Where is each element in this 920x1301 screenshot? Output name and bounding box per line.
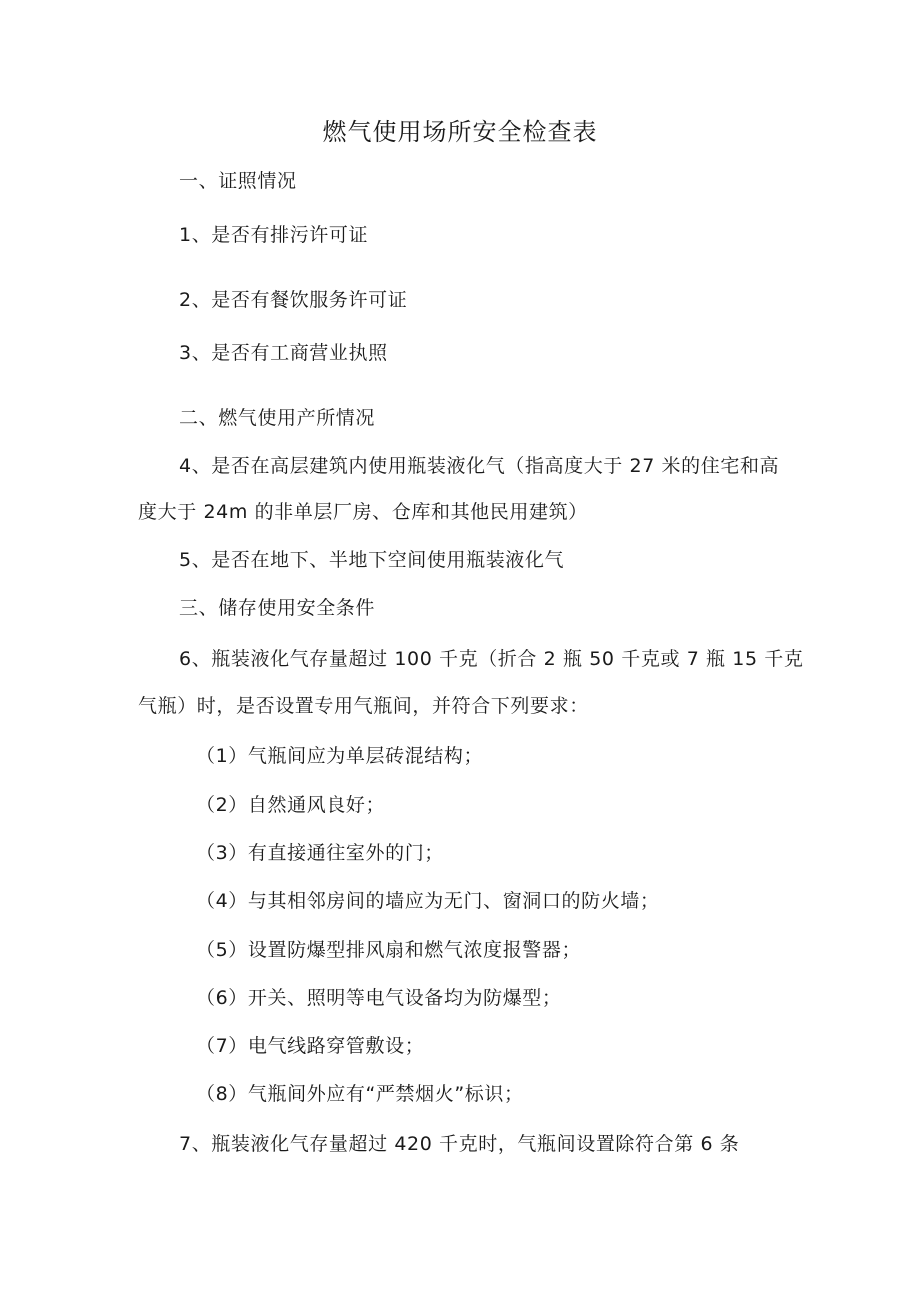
- document-title: 燃气使用场所安全检查表: [322, 118, 598, 146]
- section-heading-storage-safety: 三、储存使用安全条件: [179, 597, 376, 619]
- item-5-underground-use: 5、是否在地下、半地下空间使用瓶装液化气: [179, 549, 565, 571]
- item-6-line-2: 气瓶）时，是否设置专用气瓶间，并符合下列要求：: [138, 695, 589, 717]
- sub-item-1: （1）气瓶间应为单层砖混结构；: [196, 745, 484, 767]
- sub-item-3: （3）有直接通往室外的门；: [196, 842, 444, 864]
- sub-item-5: （5）设置防爆型排风扇和燃气浓度报警器；: [196, 939, 582, 961]
- sub-item-8: （8）气瓶间外应有“严禁烟火”标识；: [196, 1083, 524, 1105]
- item-3-business-license: 3、是否有工商营业执照: [179, 342, 388, 364]
- item-7-line-1: 7、瓶装液化气存量超过 420 千克时，气瓶间设置除符合第 6 条: [179, 1133, 740, 1155]
- section-heading-gas-usage-premises: 二、燃气使用产所情况: [179, 407, 376, 429]
- sub-item-2: （2）自然通风良好；: [196, 794, 386, 816]
- item-4-line-2: 度大于 24m 的非单层厂房、仓库和其他民用建筑）: [138, 501, 588, 523]
- item-1-discharge-permit: 1、是否有排污许可证: [179, 224, 369, 246]
- sub-item-4: （4）与其相邻房间的墙应为无门、窗洞口的防火墙；: [196, 890, 660, 912]
- sub-item-7: （7）电气线路穿管敷设；: [196, 1035, 425, 1057]
- item-2-catering-permit: 2、是否有餐饮服务许可证: [179, 289, 408, 311]
- item-6-line-1: 6、瓶装液化气存量超过 100 千克（折合 2 瓶 50 千克或 7 瓶 15 千克: [179, 648, 804, 670]
- section-heading-licenses: 一、证照情况: [179, 170, 297, 192]
- item-4-line-1: 4、是否在高层建筑内使用瓶装液化气（指高度大于 27 米的住宅和高: [179, 455, 780, 477]
- sub-item-6: （6）开关、照明等电气设备均为防爆型；: [196, 987, 562, 1009]
